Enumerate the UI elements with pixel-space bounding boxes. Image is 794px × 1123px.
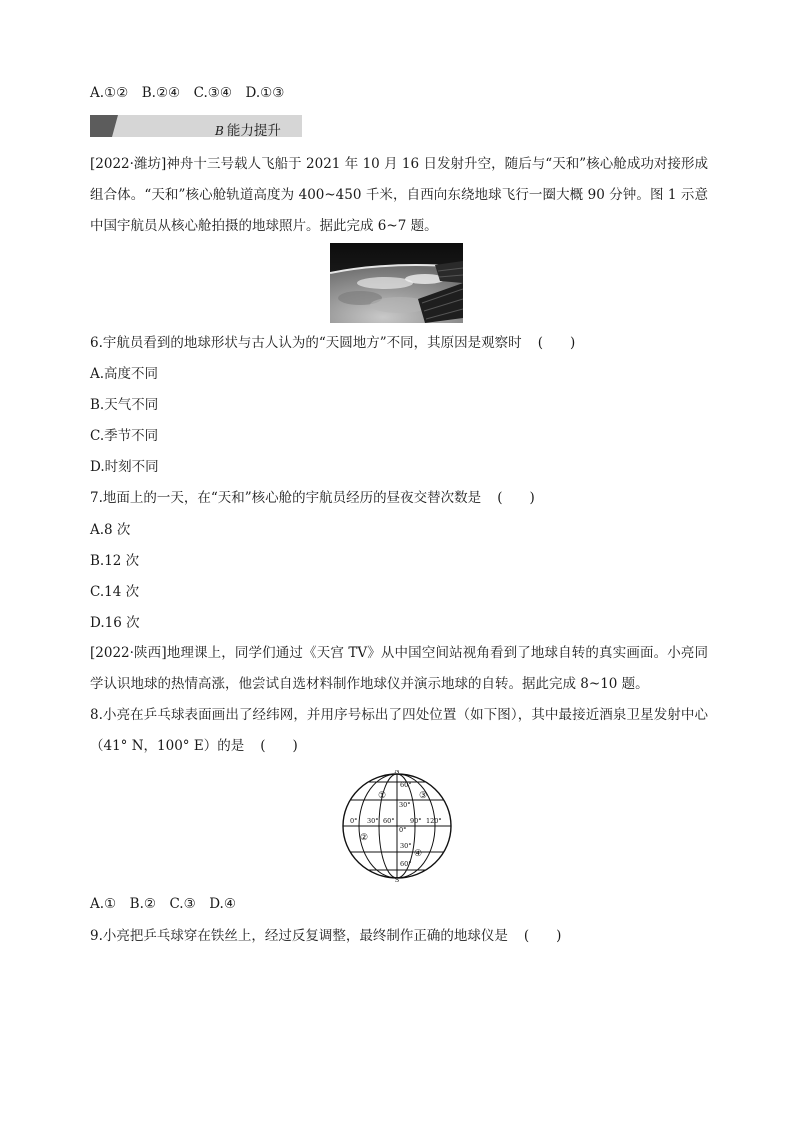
q7-stem: 7.地面上的一天，在“天和”核心舱的宇航员经历的昼夜交替次数是 ( ) bbox=[90, 490, 535, 506]
marker-4: ④ bbox=[414, 849, 423, 859]
marker-3: ③ bbox=[419, 791, 428, 801]
lat-label-30n: 30° bbox=[399, 801, 411, 809]
q8-stem: 8.小亮在乒乓球表面画出了经纬网，并用序号标出了四处位置（如下图），其中最接近酒泉卫星发射中心（41° N，100° E）的是 ( ) bbox=[90, 700, 708, 762]
q8-answer-paren: ( ) bbox=[260, 738, 298, 754]
q6-option-b: B.天气不同 bbox=[90, 397, 159, 413]
q9-answer-paren: ( ) bbox=[523, 928, 562, 944]
marker-2: ② bbox=[360, 833, 369, 843]
passage-2-source: [2022·陕西] bbox=[90, 645, 167, 661]
q6-option-c: C.季节不同 bbox=[90, 428, 159, 444]
lat-label-30s: 30° bbox=[400, 842, 412, 850]
lat-label-60n: 60° bbox=[400, 781, 412, 789]
passage-2-text: 地理课上，同学们通过《天宫 TV》从中国空间站视角看到了地球自转的真实画面。小亮同学认识地球的热情高涨，他尝试自选材料制作地球仪并演示地球的自转。据此完成 8~10 题。 bbox=[90, 645, 709, 692]
q7-option-b: B.12 次 bbox=[90, 553, 140, 569]
lat-label-0: 0° bbox=[399, 826, 407, 834]
q7-answer-paren: ( ) bbox=[497, 490, 535, 506]
q6-option-a: A.高度不同 bbox=[90, 366, 159, 382]
passage-2 bbox=[90, 638, 708, 700]
passage-1 bbox=[90, 149, 708, 242]
q7-option-c: C.14 次 bbox=[90, 584, 140, 600]
q6-stem: 6.宇航员看到的地球形状与古人认为的“天圆地方”不同，其原因是观察时 ( ) bbox=[90, 335, 576, 351]
graticule-globe bbox=[340, 770, 454, 882]
lon-label-120: 120° bbox=[426, 817, 442, 825]
pole-s-label: S bbox=[394, 876, 400, 882]
q8-options: A.① B.② C.③ D.④ bbox=[90, 896, 236, 912]
earth-photo bbox=[330, 243, 463, 323]
lon-label-60: 60° bbox=[383, 817, 395, 825]
q9-stem: 9.小亮把乒乓球穿在铁丝上，经过反复调整，最终制作正确的地球仪是 ( ) bbox=[90, 928, 562, 944]
section-title: B 能力提升 bbox=[215, 123, 281, 139]
lon-label-30: 30° bbox=[367, 817, 379, 825]
q7-option-a: A.8 次 bbox=[90, 522, 131, 538]
pole-n-label: N bbox=[394, 770, 400, 775]
section-letter: B bbox=[215, 124, 224, 138]
lon-label-0: 0° bbox=[350, 817, 358, 825]
marker-1: ① bbox=[378, 791, 387, 801]
passage-1-text: 神舟十三号载人飞船于 2021 年 10 月 16 日发射升空，随后与“天和”核心舱成功对接形成组合体。“天和”核心舱轨道高度为 400~450 千米，自西向东绕地球飞行一圈大概 90 分钟。图 1 示意中国宇航员从核心舱拍摄的地球照片。据此完成 6~7 题。 bbox=[90, 156, 708, 234]
passage-1-source: [2022·潍坊] bbox=[90, 156, 167, 172]
q7-option-d: D.16 次 bbox=[90, 615, 140, 631]
q6-answer-paren: ( ) bbox=[537, 335, 576, 351]
q6-option-d: D.时刻不同 bbox=[90, 459, 159, 475]
q5-options: A.①② B.②④ C.③④ D.①③ bbox=[90, 85, 285, 101]
lat-label-60s: 60° bbox=[400, 860, 412, 868]
section-banner bbox=[90, 115, 215, 137]
lon-label-90: 90° bbox=[410, 817, 422, 825]
